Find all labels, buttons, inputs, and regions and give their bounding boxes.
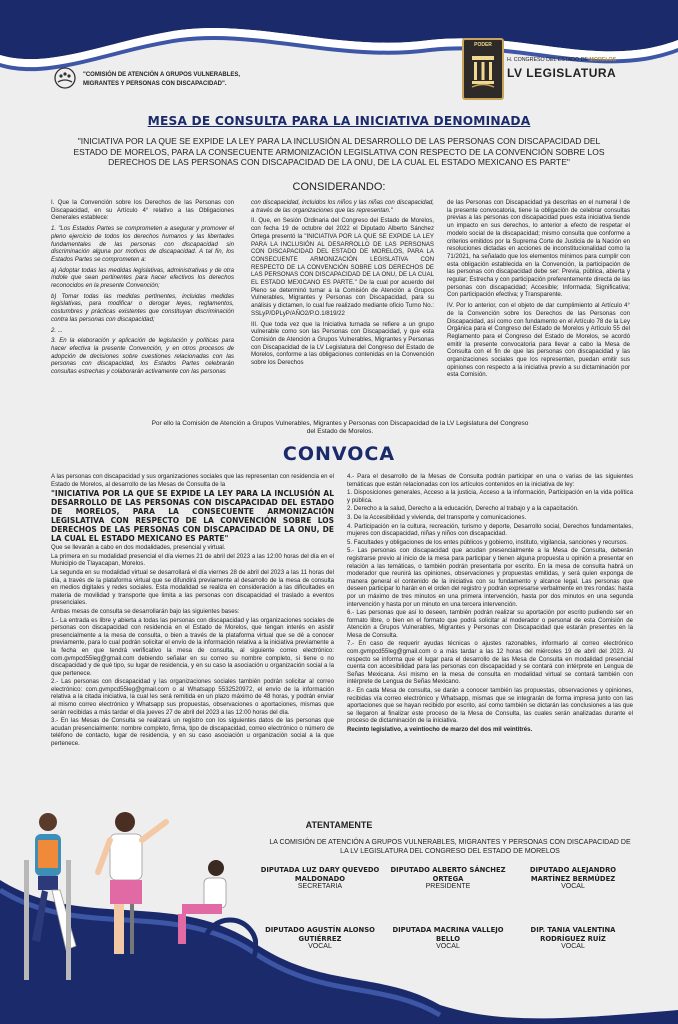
page-title: MESA DE CONSULTA PARA LA INICIATIVA DENOMINADA bbox=[147, 114, 531, 128]
paragraph: 6.- Las personas que así lo deseen, también podrán realizar su aportación por escrito pudiendo ser en formato libre, o bien en el formato que podrá solicitar al moderador o personal de esta Comisión de Atención a Grupos Vulnerables, Migrantes y Personas con Discapacidad que estarán presentes en la Mesa de Consulta. bbox=[347, 609, 633, 639]
signatory-role: PRESIDENTE bbox=[425, 883, 471, 890]
paragraph: II. Que, en Sesión Ordinaria del Congreso del Estado de Morelos, con fecha 19 de octubre del 2022 el Diputado Alberto Sánchez Ortega presentó la "INICIATIVA POR LA QUE SE EXPIDE LA LEY PARA LA INCLUSIÓN AL DESARROLLO DE LAS PERSONAS CON DISCAPACIDAD DEL ESTADO DE MORELOS, PARA LA CONSECUENTE ARMONIZACIÓN LEGISLATIVA CON RESPECTO DE LA CONVENCIÓN SOBRE LOS DERECHOS DE LAS PERSONAS CON DISCAPACIDAD DE LA ONU, DE LA CUAL EL ESTADO MEXICANO ES PARTE." De la cual por acuerdo del Pleno se determinó turnar a la Comisión de Atención a Grupos Vulnerables, Migrantes y Personas con Discapacidad, para su análisis y dictamen, lo cual fue realizado mediante oficio Turno No.: SSLyP/DPLyP/AÑO2/P.O.1/819/22 bbox=[251, 217, 434, 317]
signatory-block bbox=[513, 926, 633, 952]
legislatura-title: LV LEGISLATURA bbox=[507, 66, 617, 80]
list-item: 2. Derecho a la salud, Derecho a la educación, Derecho al trabajo y a la capacitación. bbox=[347, 505, 579, 513]
considerando-heading: CONSIDERANDO: bbox=[292, 181, 386, 193]
signatory-block bbox=[260, 926, 380, 952]
signatory-block bbox=[513, 866, 633, 892]
signatory-name: DIPUTADO AGUSTÍN ALONSO GUTIÉRREZ bbox=[265, 926, 375, 943]
paragraph: Que se llevarán a cabo en dos modalidades, presencial y virtual. bbox=[51, 544, 226, 552]
firma-intro: LA COMISIÓN DE ATENCIÓN A GRUPOS VULNERABLES, MIGRANTES Y PERSONAS CON DISCAPACIDAD DE LA LV LEGISLATURA DEL CONGRESO DEL ESTADO DE MORELOS bbox=[269, 839, 631, 855]
signatory-block bbox=[388, 866, 508, 892]
convoca-heading: CONVOCA bbox=[282, 443, 396, 465]
atentamente-heading: ATENTAMENTE bbox=[305, 820, 373, 830]
list-item: 3. De la Accesibilidad y vivienda, del transporte y comunicaciones. bbox=[347, 513, 527, 521]
signatory-role: VOCAL bbox=[561, 943, 585, 950]
paragraph: I. Que la Convención sobre los Derechos de las Personas con Discapacidad, en su Artículo 4° relativo a las Obligaciones Generales establece: bbox=[51, 199, 234, 222]
paragraph: b) Tomar todas las medidas pertinentes, incluidas medidas legislativas, para modificar o derogar leyes, reglamentos, costumbres y prácticas existentes que constituyan discriminación contra las personas con discapacidad; bbox=[51, 292, 234, 323]
paragraph: 3.- En las Mesas de Consulta se realizará un registro con los siguientes datos de las personas que acudan presencialmente: nombre completo, firma, tipo de discapacidad, correo electrónico o número de teléfono de contacto, lugar de residencia, y en su caso asociación u organización social a la que pertenece. bbox=[51, 717, 334, 748]
iniciativa-name: "INICIATIVA POR LA QUE SE EXPIDE LA LEY PARA LA INCLUSIÓN AL DESARROLLO DE LAS PERSONAS CON DISCAPACIDAD DEL ESTADO DE MORELOS, PARA LA CONSECUENTE ARMONIZACIÓN LEGISLATIVA CON RESPECTO DE LA CONVENCIÓN SOBRE LOS DERECHOS DE LAS PERSONAS CON DISCAPACIDAD DE LA ONU, DE LA CUAL EL ESTADO MEXICANO ES PARTE" bbox=[73, 136, 605, 167]
iniciativa-name-bold: "INICIATIVA POR LA QUE SE EXPIDE LA LEY PARA LA INCLUSIÓN AL DESARROLLO DE LAS PERSONAS CON DISCAPACIDAD DEL ESTADO DE MORELOS, PARA LA CONSECUENTE ARMONIZACIÓN LEGISLATIVA CON RESPECTO DE LA CONVENCIÓN SOBRE LOS DERECHOS DE LAS PERSONAS CON DISCAPACIDAD DE LA ONU, DE LA CUAL EL ESTADO MEXICANO ES PARTE" bbox=[51, 489, 334, 544]
congreso-subtitle bbox=[507, 57, 616, 63]
paragraph: La segunda en su modalidad virtual se desarrollará el día viernes 28 de abril del 2023 a las 11 horas del día, a través de la plataforma virtual que se difundirá previamente al desarrollo de la mesa de consulta en medios digitales y redes sociales. Esta modalidad se realiza en consideración a las dificultades en materia de movilidad y transporte que limita a las personas con discapacidad el traslado a eventos presenciales. bbox=[51, 568, 334, 607]
paragraph: Ambas mesas de consulta se desarrollarán bajo las siguientes bases: bbox=[51, 607, 240, 615]
closing-date: Recinto legislativo, a veintiocho de marzo del dos mil veintitrés. bbox=[347, 726, 533, 733]
paragraph: a) Adoptar todas las medidas legislativas, administrativas y de otra índole que sean pertinentes para hacer efectivos los derechos reconocidos en la presente Convención; bbox=[51, 266, 234, 290]
signatory-name: DIPUTADO ALEJANDRO MARTÍNEZ BERMÚDEZ bbox=[529, 866, 617, 883]
signatory-name: DIPUTADA LUZ DARY QUEVEDO MALDONADO bbox=[260, 866, 380, 883]
building-icon bbox=[470, 52, 496, 92]
signatory-role: SECRETARIA bbox=[297, 883, 343, 890]
signatory-block bbox=[260, 866, 380, 892]
signatory-block bbox=[388, 926, 508, 952]
signatory-name: DIPUTADA MACRINA VALLEJO BELLO bbox=[392, 926, 504, 943]
por-ello-text: Por ello la Comisión de Atención a Grupos Vulnerables, Migrantes y Personas con Discapacidad de la LV Legislatura del Congreso del Estado de Morelos. bbox=[151, 420, 529, 436]
paragraph: 4.- Para el desarrollo de la Mesas de Consulta podrán participar en una o varias de las siguientes temáticas que están relacionadas con los artículos contenidos en la iniciativa de ley: bbox=[347, 473, 633, 488]
signatory-role: VOCAL bbox=[308, 943, 332, 950]
paragraph: con discapacidad, incluidos los niños y las niñas con discapacidad, a través de las organizaciones que las representan." bbox=[251, 199, 434, 214]
paragraph: 5.- Las personas con discapacidad que acudan presencialmente a la Mesa de Consulta, deberán registrarse previo al inicio de la mesa para participar y tienen alguna propuesta u opinión a presentar en relación a las temáticas, o también podrán presentarla por escrito. En la mesa de consulta habrá un moderador que reunirá las opiniones, observaciones y propuestas emitidas, y será quien exponga de manera general el contenido de la iniciativa con su fundamento y alcance legal. Las personas que deseen participar lo harán en el orden del registro y podrán expresarse verbalmente en tres rondas: hasta por un máximo de tres minutos en una primera intervención, hasta por dos minutos en una segunda intervención y hasta por un minuto en una tercera intervención. bbox=[347, 547, 633, 608]
congress-seal bbox=[462, 38, 504, 100]
list-item: 4. Participación en la cultura, recreación, turismo y deporte, Desarrollo social, Derechos fundamentales, mujeres con discapacidad, niñas y niños con discapacidad. bbox=[347, 522, 633, 538]
paragraph: 2.- Las personas con discapacidad y las organizaciones sociales también podrán solicitar al correo electrónico: com.gvmpcd55leg@gmail.com o al Whatsapp 5532520972, el envío de la información relativa a la citada iniciativa, la cual les será remitida en un plazo máximo de 48 horas, y podrán enviar al mismo correo electrónico y Whatsapp sus propuestas, observaciones o aportaciones, mismas que serán recibidas a más tardar el día jueves 27 de abril del 2023 a las 12:00 horas del día. bbox=[51, 678, 334, 716]
congreso-prefix: H. CONGRESO DEL ESTADO DE bbox=[507, 57, 588, 63]
considerando-column-2 bbox=[251, 199, 434, 370]
considerando-column-1 bbox=[51, 199, 234, 379]
signatory-role: VOCAL bbox=[561, 883, 585, 890]
paragraph: III. Que toda vez que la Iniciativa turnada se refiere a un grupo vulnerable como son las Personas con Discapacidad, y que esta Comisión de Atención a Grupos Vulnerables, Migrantes y Personas con Discapacidad de la LV Legislatura del Congreso del Estado de Morelos, conforme a las obligaciones contenidas en la Convención sobre los Derechos bbox=[251, 320, 434, 367]
paragraph: 3. En la elaboración y aplicación de legislación y políticas para hacer efectiva la presente Convención, y en otros procesos de adopción de decisiones sobre cuestiones relacionadas con las personas con discapacidad, los Estados Partes celebrarán consultas estrechas y colaborarán activamente con las personas bbox=[51, 337, 234, 376]
signatory-name: DIPUTADO ALBERTO SÁNCHEZ ORTEGA bbox=[390, 866, 506, 883]
paragraph: de las Personas con Discapacidad ya descritas en el numeral I de la presente convocatoria, tiene la obligación de celebrar consultas previas a las personas con discapacidad pues esta iniciativa tiende un impacto en sus derechos, lo anterior a efecto de respetar el modelo social de la discapacidad; mismo consulta que conforme a criterios emitidos por la Suprema Corte de Justicia de la Nación en resoluciones dictadas en acciones de inconstitucionalidad como la 71/2021, ha señalado que los elementos mínimos para cumplir con esta obligación establecida en la Convención, la participación de las personas con discapacidad debe ser: Previa, pública, abierta y regular; Estrecha y con participación preferentemente directa de las personas con discapacidad; Accesible; Informada; Significativa; Con participación efectiva; y Transparente. bbox=[447, 199, 630, 299]
comision-logo-icon bbox=[54, 67, 76, 89]
paragraph: 1. "Los Estados Partes se comprometen a asegurar y promover el pleno ejercicio de todos los derechos humanos y las libertades fundamentales de las personas con discapacidad sin discriminación alguna por motivos de discapacidad. A tal fin, los Estados Partes se comprometen a: bbox=[51, 225, 234, 263]
people-with-disabilities-illustration bbox=[18, 800, 258, 1020]
considerando-column-3 bbox=[447, 199, 630, 382]
paragraph: 8.- En cada Mesa de consulta, se darán a conocer también las propuestas, observaciones y opiniones, recibidas vía correo electrónico y Whatsapp, mismas que se integrarán de forma impresa junto con las aportaciones que se hayan recibido por escrito, así como también se dictarán las conclusiones a las que se llegaron al finalizar este proceso de la Mesa de Consulta, las cuales serán analizadas durante el proceso de dictaminación de la iniciativa. bbox=[347, 687, 633, 725]
comision-label: "COMISIÓN DE ATENCIÓN A GRUPOS VULNERABLES, MIGRANTES Y PERSONAS CON DISCAPACIDAD". bbox=[83, 72, 241, 87]
signatory-role: VOCAL bbox=[436, 943, 460, 950]
seal-text: PODER bbox=[474, 42, 492, 48]
paragraph: 2. ... bbox=[51, 326, 63, 334]
paragraph: La primera en su modalidad presencial el día viernes 21 de abril del 2023 a las 12:00 horas del día en el Municipio de Tlayacapan, Morelos. bbox=[51, 552, 334, 568]
congreso-state: MORELOS bbox=[589, 57, 617, 63]
list-item: 5. Facultades y obligaciones de los entes públicos y gobierno, instituto, vigilancia, sanciones y recursos. bbox=[347, 538, 628, 546]
signatory-name: DIP. TANIA VALENTINA RODRÍGUEZ RUÍZ bbox=[530, 926, 616, 943]
paragraph: A las personas con discapacidad y sus organizaciones sociales que las representan con residencia en el Estado de Morelos, al desarrollo de las Mesas de Consulta de la bbox=[51, 473, 334, 488]
paragraph: IV. Por lo anterior, con el objeto de dar cumplimiento al Artículo 4° de la Convención sobre los Derechos de las Personas con Discapacidad, así como con fundamento en el Artículo 78 de la Ley Orgánica para el Congreso del Estado de Morelos y Artículo 55 del Reglamento para el Congreso del Estado de Morelos, se acordó emitir la presente convocatoria para llevar a cabo la Mesa de Consulta con el fin de que las personas con discapacidad y las organizaciones sociales que los representen, puedan emitir sus opiniones con respecto a la iniciativa previo a su dictaminación por esta Comisión. bbox=[447, 302, 630, 379]
convocatoria-left-column bbox=[51, 473, 334, 749]
paragraph: 1.- La entrada es libre y abierta a todas las personas con discapacidad y las organizaciones sociales de personas con discapacidad con residencia en el Estado de Morelos, que tengan interés en asistir presencialmente a la mesa de consulta, o bien a través de la plataforma virtual que se dé a conocer previamente, para lo cual podrán solicitar el envío de la información relativa a la iniciativa previamente a la fecha en que tendrá verificativo la mesa de consulta, al siguiente correo electrónico: com.gvmpcd55leg@gmail.com debiendo señalar en su correo su nombre completo, si tiene o no discapacidad y de qué tipo, su lugar de residencia, y en su caso la asociación u organización social a la que pertenece. bbox=[51, 616, 334, 677]
convocatoria-right-column bbox=[347, 473, 633, 735]
list-item: 1. Disposiciones generales, Acceso a la justicia, Acceso a la información, Participación en la vida política y pública. bbox=[347, 489, 633, 504]
paragraph: 7.- En caso de requerir ayudas técnicas o ajustes razonables, informarlo al correo electrónico com.gvmpcd55leg@gmail.com o a más tardar a las 12 horas del miércoles 19 de abril del 2023. Al respecto se informa que el lugar para el desarrollo de las Mesa de Consulta en modalidad presencial cuenta con accesibilidad para las personas con discapacidad y se contará con intérprete en Lengua de Señas Mexicana. Así mismo en la mesa de consulta en modalidad virtual se contará también con intérprete de Lengua de Señas Mexicano. bbox=[347, 640, 633, 686]
